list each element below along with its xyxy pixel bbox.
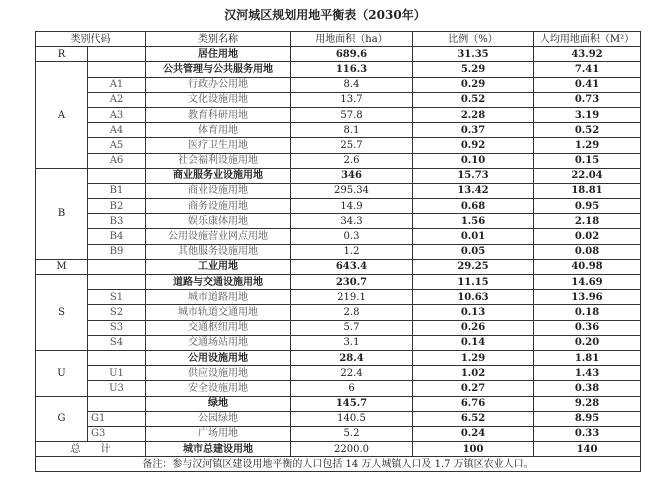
per-capita-area: 0.02: [534, 229, 641, 244]
ratio: 5.29: [413, 62, 534, 77]
table-row: [36, 426, 641, 441]
ratio: 31.35: [413, 47, 534, 62]
ratio: 0.01: [413, 229, 534, 244]
ratio: 13.42: [413, 183, 534, 198]
table-row: [36, 290, 641, 305]
per-capita-area: 0.36: [534, 320, 641, 335]
category-code: A: [36, 62, 88, 168]
land-area: 116.3: [291, 62, 413, 77]
per-capita-area: 8.95: [534, 411, 641, 426]
table-row: [36, 244, 641, 259]
subcategory-code: S3: [88, 320, 146, 335]
per-capita-area: 0.08: [534, 244, 641, 259]
land-area: 28.4: [291, 350, 413, 365]
subcategory-code: [88, 275, 146, 290]
category-name: 医疗卫生用地: [146, 138, 291, 153]
land-area: 689.6: [291, 47, 413, 62]
category-name: 娱乐康体用地: [146, 214, 291, 229]
land-area: 219.1: [291, 290, 413, 305]
category-name: 公园绿地: [146, 411, 291, 426]
header-row: [36, 32, 641, 47]
ratio: 0.27: [413, 381, 534, 396]
category-code: U: [36, 350, 88, 396]
per-capita-area: 9.28: [534, 396, 641, 411]
land-area: 13.7: [291, 92, 413, 107]
table-row: [36, 259, 641, 274]
ratio: 0.68: [413, 199, 534, 214]
ratio: 0.24: [413, 426, 534, 441]
per-capita-area: 1.81: [534, 350, 641, 365]
subcategory-code: G1: [88, 411, 146, 426]
category-name: 体育用地: [146, 123, 291, 138]
per-capita-area: 40.98: [534, 259, 641, 274]
category-name: 行政办公用地: [146, 77, 291, 92]
category-name: 教育科研用地: [146, 107, 291, 122]
category-name: 安全设施用地: [146, 381, 291, 396]
category-code: B: [36, 168, 88, 259]
total-row: [36, 442, 641, 457]
subcategory-code: A2: [88, 92, 146, 107]
table-row: [36, 183, 641, 198]
ratio: 1.29: [413, 350, 534, 365]
header-code: 类别代码: [36, 32, 146, 47]
category-name: 公共管理与公共服务用地: [146, 62, 291, 77]
table-row: [36, 138, 641, 153]
table-row: [36, 199, 641, 214]
per-capita-area: 0.52: [534, 123, 641, 138]
land-area: 2.6: [291, 153, 413, 168]
subcategory-code: U3: [88, 381, 146, 396]
land-area: 5.7: [291, 320, 413, 335]
table-row: [36, 229, 641, 244]
subcategory-code: [88, 168, 146, 183]
per-capita-area: 13.96: [534, 290, 641, 305]
table-row: [36, 335, 641, 350]
category-name: 公用设施营业网点用地: [146, 229, 291, 244]
table-row: [36, 275, 641, 290]
table-title: 汉河城区规划用地平衡表（2030年）: [224, 8, 426, 22]
land-area: 8.1: [291, 123, 413, 138]
category-name: 工业用地: [146, 259, 291, 274]
ratio: 0.29: [413, 77, 534, 92]
subcategory-code: [88, 62, 146, 77]
subcategory-code: B9: [88, 244, 146, 259]
land-area: 8.4: [291, 77, 413, 92]
land-area: 643.4: [291, 259, 413, 274]
table-row: [36, 62, 641, 77]
ratio: 0.92: [413, 138, 534, 153]
category-code: S: [36, 275, 88, 351]
subcategory-code: A6: [88, 153, 146, 168]
category-name: 城市道路用地: [146, 290, 291, 305]
total-per-capita: 140: [534, 442, 641, 457]
ratio: 1.56: [413, 214, 534, 229]
ratio: 0.26: [413, 320, 534, 335]
per-capita-area: 0.41: [534, 77, 641, 92]
total-area: 2200.0: [291, 442, 413, 457]
ratio: 10.63: [413, 290, 534, 305]
subcategory-code: A5: [88, 138, 146, 153]
ratio: 0.10: [413, 153, 534, 168]
per-capita-area: 0.18: [534, 305, 641, 320]
category-code: R: [36, 47, 88, 62]
subcategory-code: B1: [88, 183, 146, 198]
note-row: [36, 457, 641, 472]
per-capita-area: 2.18: [534, 214, 641, 229]
header-ratio: 比例（%）: [413, 32, 534, 47]
land-area: 3.1: [291, 335, 413, 350]
ratio: 0.52: [413, 92, 534, 107]
subcategory-code: A4: [88, 123, 146, 138]
per-capita-area: 0.38: [534, 381, 641, 396]
per-capita-area: 0.95: [534, 199, 641, 214]
subcategory-code: U1: [88, 366, 146, 381]
subcategory-code: [88, 396, 146, 411]
ratio: 0.05: [413, 244, 534, 259]
ratio: 2.28: [413, 107, 534, 122]
header-name: 类别名称: [146, 32, 291, 47]
table-row: [36, 77, 641, 92]
category-name: 交通场站用地: [146, 335, 291, 350]
subcategory-code: [88, 47, 146, 62]
total-label: 总 计: [36, 442, 146, 457]
land-area: 346: [291, 168, 413, 183]
table-row: [36, 92, 641, 107]
category-code: M: [36, 259, 88, 274]
per-capita-area: 1.29: [534, 138, 641, 153]
total-name: 城市总建设用地: [146, 442, 291, 457]
land-area: 34.3: [291, 214, 413, 229]
land-area: 25.7: [291, 138, 413, 153]
per-capita-area: 18.81: [534, 183, 641, 198]
subcategory-code: B4: [88, 229, 146, 244]
category-name: 文化设施用地: [146, 92, 291, 107]
per-capita-area: 0.73: [534, 92, 641, 107]
per-capita-area: 3.19: [534, 107, 641, 122]
category-name: 广场用地: [146, 426, 291, 441]
subcategory-code: B3: [88, 214, 146, 229]
per-capita-area: 0.15: [534, 153, 641, 168]
table-row: [36, 153, 641, 168]
category-name: 其他服务设施用地: [146, 244, 291, 259]
table-row: [36, 350, 641, 365]
subcategory-code: [88, 350, 146, 365]
land-area: 230.7: [291, 275, 413, 290]
subcategory-code: A1: [88, 77, 146, 92]
land-area: 57.8: [291, 107, 413, 122]
category-name: 商业服务业设施用地: [146, 168, 291, 183]
table-row: [36, 214, 641, 229]
note: 备注：参与汉河镇区建设用地平衡的人口包括 14 万人城镇人口及 1.7 万镇区农业人口。: [36, 457, 641, 472]
subcategory-code: S1: [88, 290, 146, 305]
table-row: [36, 107, 641, 122]
header-per-capita: 人均用地面积（M²）: [534, 32, 641, 47]
subcategory-code: S2: [88, 305, 146, 320]
ratio: 0.14: [413, 335, 534, 350]
table-row: [36, 411, 641, 426]
category-name: 商业设施用地: [146, 183, 291, 198]
ratio: 0.37: [413, 123, 534, 138]
table-row: [36, 305, 641, 320]
category-name: 居住用地: [146, 47, 291, 62]
land-area: 14.9: [291, 199, 413, 214]
ratio: 6.76: [413, 396, 534, 411]
subcategory-code: [88, 259, 146, 274]
land-area: 140.5: [291, 411, 413, 426]
land-area: 22.4: [291, 366, 413, 381]
ratio: 11.15: [413, 275, 534, 290]
per-capita-area: 7.41: [534, 62, 641, 77]
per-capita-area: 1.43: [534, 366, 641, 381]
land-area: 6: [291, 381, 413, 396]
total-ratio: 100: [413, 442, 534, 457]
subcategory-code: S4: [88, 335, 146, 350]
per-capita-area: 0.33: [534, 426, 641, 441]
subcategory-code: B2: [88, 199, 146, 214]
header-area: 用地面积（ha）: [291, 32, 413, 47]
ratio: 15.73: [413, 168, 534, 183]
land-area: 1.2: [291, 244, 413, 259]
table-row: [36, 320, 641, 335]
category-name: 绿地: [146, 396, 291, 411]
per-capita-area: 0.20: [534, 335, 641, 350]
category-name: 公用设施用地: [146, 350, 291, 365]
land-area: 295.34: [291, 183, 413, 198]
ratio: 1.02: [413, 366, 534, 381]
subcategory-code: A3: [88, 107, 146, 122]
land-area: 5.2: [291, 426, 413, 441]
table-row: [36, 396, 641, 411]
category-name: 交通枢纽用地: [146, 320, 291, 335]
category-name: 城市轨道交通用地: [146, 305, 291, 320]
category-name: 社会福利设施用地: [146, 153, 291, 168]
table-row: [36, 381, 641, 396]
subcategory-code: G3: [88, 426, 146, 441]
land-area: 2.8: [291, 305, 413, 320]
table-row: [36, 47, 641, 62]
table-row: [36, 366, 641, 381]
per-capita-area: 43.92: [534, 47, 641, 62]
land-area: 145.7: [291, 396, 413, 411]
ratio: 0.13: [413, 305, 534, 320]
ratio: 6.52: [413, 411, 534, 426]
category-name: 供应设施用地: [146, 366, 291, 381]
land-area: 0.3: [291, 229, 413, 244]
table-row: [36, 168, 641, 183]
ratio: 29.25: [413, 259, 534, 274]
category-name: 道路与交通设施用地: [146, 275, 291, 290]
category-code: G: [36, 396, 88, 442]
land-balance-table: [35, 31, 641, 472]
per-capita-area: 22.04: [534, 168, 641, 183]
category-name: 商务设施用地: [146, 199, 291, 214]
per-capita-area: 14.69: [534, 275, 641, 290]
table-row: [36, 123, 641, 138]
